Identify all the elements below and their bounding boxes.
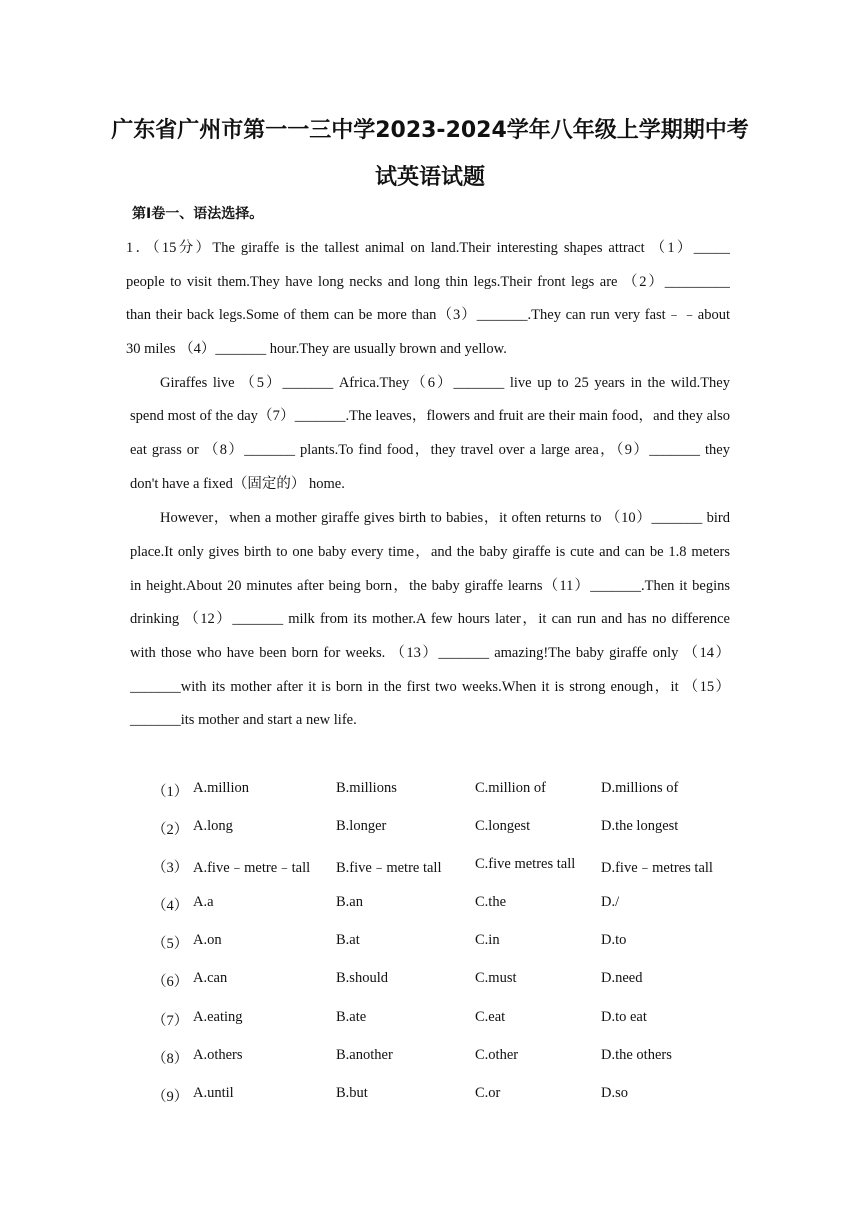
option-d: D.the longest <box>601 818 679 834</box>
question-number: （3） <box>152 860 189 876</box>
passage-line: with those who have been born for weeks. （13）_______ amazing!The baby giraffe only （14） <box>130 645 730 661</box>
option-b: B.ate <box>336 1009 367 1025</box>
passage-line: than their back legs.Some of them can be more than（3）_______.They can run very fast﹣﹣about <box>126 307 730 323</box>
option-b: B.should <box>336 970 388 986</box>
option-d: D.to eat <box>601 1009 647 1025</box>
passage-line: spend most of the day（7）_______.The leaves，flowers and fruit are their main food，and they also <box>130 408 730 424</box>
passage-line: drinking （12）_______ milk from its mother.A few hours later，it can run and has no difference <box>130 611 730 627</box>
option-d: D.the others <box>601 1047 672 1063</box>
question-number: （2） <box>152 822 189 838</box>
question-number: （5） <box>152 936 189 952</box>
option-c: C.eat <box>475 1009 506 1025</box>
passage-line: place.It only gives birth to one baby every time，and the baby giraffe is cute and can be 1.8 meters <box>130 544 730 560</box>
passage-line: don't have a fixed（固定的） home. <box>130 476 345 492</box>
option-b: B.at <box>336 932 360 948</box>
passage-line: 1．（15分）The giraffe is the tallest animal on land.Their interesting shapes attract （1）_____ <box>126 240 730 256</box>
option-c: C.the <box>475 894 507 910</box>
option-a: A.others <box>193 1047 243 1063</box>
passage-line: eat grass or （8）_______ plants.To find food，they travel over a large area，（9）_______ they <box>130 442 730 458</box>
question-number: （1） <box>152 784 189 800</box>
option-d: D.millions of <box>601 780 679 796</box>
option-a: A.can <box>193 970 228 986</box>
option-c: C.in <box>475 932 500 948</box>
option-a: A.five﹣metre﹣tall <box>193 860 311 876</box>
passage-line: 30 miles （4）_______ hour.They are usually brown and yellow. <box>126 341 507 357</box>
option-c: C.longest <box>475 818 531 834</box>
option-b: B.longer <box>336 818 387 834</box>
question-number: （4） <box>152 898 189 914</box>
question-number: （7） <box>152 1013 189 1029</box>
passage-line: _______its mother and start a new life. <box>130 712 357 728</box>
option-d: D.five﹣metres tall <box>601 860 713 876</box>
passage-line: people to visit them.They have long necks and long thin legs.Their front legs are （2）_________ <box>126 274 730 290</box>
passage-line: _______with its mother after it is born in the first two weeks.When it is strong enough，it （15） <box>130 679 730 695</box>
passage-line: in height.About 20 minutes after being born，the baby giraffe learns（11）_______.Then it begins <box>130 578 730 594</box>
option-d: D.to <box>601 932 627 948</box>
question-number: （8） <box>152 1051 189 1067</box>
passage-line: However，when a mother giraffe gives birth to babies，it often returns to （10）_______ bird <box>160 510 730 526</box>
section-heading: 第Ⅰ卷一、语法选择。 <box>132 206 264 222</box>
option-a: A.eating <box>193 1009 243 1025</box>
page-title-line-2: 试英语试题 <box>374 165 485 190</box>
option-b: B.another <box>336 1047 393 1063</box>
option-c: C.other <box>475 1047 519 1063</box>
option-a: A.million <box>193 780 249 796</box>
option-b: B.but <box>336 1085 368 1101</box>
option-c: C.must <box>475 970 517 986</box>
option-a: A.a <box>193 894 214 910</box>
question-number: （9） <box>152 1089 189 1105</box>
option-a: A.on <box>193 932 222 948</box>
option-d: D./ <box>601 894 620 910</box>
option-a: A.until <box>193 1085 234 1101</box>
option-c: C.five metres tall <box>475 856 576 872</box>
passage-line: Giraffes live （5）_______ Africa.They（6）_______ live up to 25 years in the wild.They <box>160 375 730 391</box>
option-d: D.so <box>601 1085 628 1101</box>
question-number: （6） <box>152 974 189 990</box>
option-b: B.an <box>336 894 363 910</box>
option-b: B.millions <box>336 780 397 796</box>
option-d: D.need <box>601 970 643 986</box>
page-title-line-1: 广东省广州市第一一三中学2023-2024学年八年级上学期期中考 <box>111 118 749 143</box>
option-b: B.five﹣metre tall <box>336 860 442 876</box>
option-a: A.long <box>193 818 233 834</box>
option-c: C.or <box>475 1085 501 1101</box>
option-c: C.million of <box>475 780 546 796</box>
